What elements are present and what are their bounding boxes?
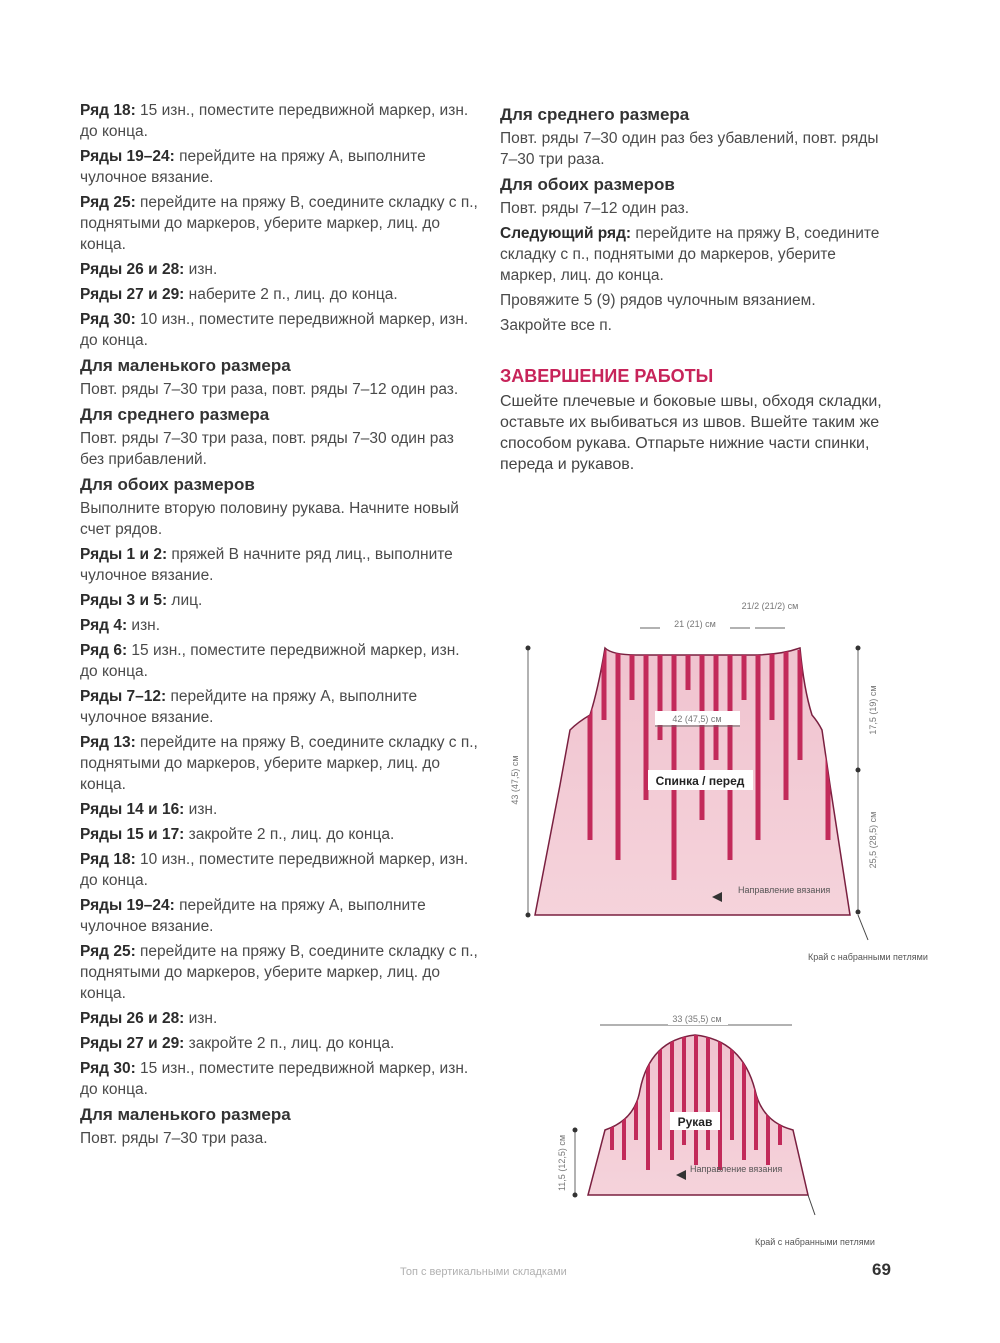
sleeve-width: 33 (35,5) см: [672, 1014, 722, 1024]
row-text: перейдите на пряжу А, выполните чулочное вязание.: [80, 148, 426, 186]
size-heading: Для маленького размера: [80, 1105, 291, 1124]
instruction-text: Закройте все п.: [500, 317, 612, 334]
instruction-text: Повт. ряды 7–30 три раза, повт. ряды 7–12 один раз.: [80, 381, 459, 398]
sleeve-edge-note: Край с набранными петлями: [755, 1237, 875, 1247]
instruction-text: Выполните вторую половину рукава. Начните новый счет рядов.: [80, 500, 459, 538]
row-label: Ряды 1 и 2:: [80, 546, 168, 563]
row-label: Ряд 6:: [80, 642, 128, 659]
row-text: перейдите на пряжу В, соедините складку с п., поднятыми до маркеров, уберите маркер, лиц. до конца.: [80, 194, 478, 253]
finishing-text: Сшейте плечевые и боковые швы, обходя складки, оставьте их выбиваться из швов. Вшейте таким же способом рукава. Отпарьте нижние части спинки, переда и рукавов.: [500, 393, 882, 473]
chest-width: 42 (47,5) см: [672, 714, 722, 724]
row-label: Ряды 14 и 16:: [80, 801, 185, 818]
instruction-text: Провяжите 5 (9) рядов чулочным вязанием.: [500, 292, 816, 309]
row-label: Ряды 7–12:: [80, 688, 167, 705]
row-label: Ряд 13:: [80, 734, 136, 751]
row-text: 15 изн., поместите передвижной маркер, изн. до конца.: [80, 102, 469, 140]
size-heading: Для обоих размеров: [80, 475, 255, 494]
row-text: перейдите на пряжу В, соедините складку с п., поднятыми до маркеров, уберите маркер, лиц. до конца.: [500, 225, 880, 284]
row-text: лиц.: [167, 592, 203, 609]
neck-width: 21 (21) см: [674, 619, 716, 629]
row-label: Ряды 19–24:: [80, 148, 175, 165]
row-label: Ряды 27 и 29:: [80, 286, 185, 303]
row-text: закройте 2 п., лиц. до конца.: [184, 1035, 395, 1052]
sleeve-direction-note: Направление вязания: [690, 1164, 783, 1174]
body-label: Спинка / перед: [655, 774, 745, 788]
row-label: Ряд 30:: [80, 311, 136, 328]
instruction-text: Повт. ряды 7–12 один раз.: [500, 200, 690, 217]
row-label: Ряды 26 и 28:: [80, 1010, 185, 1027]
row-text: 10 изн., поместите передвижной маркер, изн. до конца.: [80, 311, 469, 349]
row-text: перейдите на пряжу А, выполните чулочное вязание.: [80, 688, 418, 726]
shoulder-width: 21/2 (21/2) см: [741, 601, 799, 611]
total-length: 43 (47,5) см: [510, 755, 520, 805]
footer-caption: Топ с вертикальными складками: [400, 1266, 567, 1278]
size-heading: Для среднего размера: [80, 405, 270, 424]
row-label: Ряд 18:: [80, 851, 136, 868]
size-heading: Для среднего размера: [500, 105, 690, 124]
side-height: 25,5 (28,5) см: [868, 811, 878, 869]
row-text: перейдите на пряжу А, выполните чулочное вязание.: [80, 897, 426, 935]
instruction-text: Повт. ряды 7–30 три раза.: [80, 1130, 268, 1147]
row-text: 15 изн., поместите передвижной маркер, изн. до конца.: [80, 1060, 469, 1098]
sleeve-label: Рукав: [677, 1115, 713, 1129]
instruction-text: Повт. ряды 7–30 один раз без убавлений, повт. ряды 7–30 три раза.: [500, 130, 879, 168]
row-text: 15 изн., поместите передвижной маркер, изн. до конца.: [80, 642, 460, 680]
row-label: Ряды 3 и 5:: [80, 592, 168, 609]
armhole-height: 17,5 (19) см: [868, 685, 878, 735]
row-text: наберите 2 п., лиц. до конца.: [184, 286, 398, 303]
row-label: Ряд 25:: [80, 194, 136, 211]
size-heading: Для обоих размеров: [500, 175, 675, 194]
sleeve-height: 11,5 (12,5) см: [557, 1134, 567, 1192]
row-label: Следующий ряд:: [500, 225, 632, 242]
row-label: Ряд 25:: [80, 943, 136, 960]
row-text: изн.: [184, 801, 218, 818]
finishing-title: ЗАВЕРШЕНИЕ РАБОТЫ: [500, 366, 714, 386]
row-text: перейдите на пряжу В, соедините складку с п., поднятыми до маркеров, уберите маркер, лиц. до конца.: [80, 734, 478, 793]
row-text: закройте 2 п., лиц. до конца.: [184, 826, 395, 843]
row-text: изн.: [184, 1010, 218, 1027]
row-text: 10 изн., поместите передвижной маркер, изн. до конца.: [80, 851, 469, 889]
row-label: Ряды 27 и 29:: [80, 1035, 185, 1052]
row-label: Ряд 30:: [80, 1060, 136, 1077]
row-label: Ряд 4:: [80, 617, 128, 634]
body-edge-note: Край с набранными петлями: [808, 952, 928, 962]
row-label: Ряд 18:: [80, 102, 136, 119]
row-text: изн.: [127, 617, 161, 634]
row-label: Ряды 19–24:: [80, 897, 175, 914]
size-heading: Для маленького размера: [80, 356, 291, 375]
page-number: 69: [872, 1260, 891, 1279]
row-label: Ряды 26 и 28:: [80, 261, 185, 278]
row-label: Ряды 15 и 17:: [80, 826, 185, 843]
body-direction-note: Направление вязания: [738, 885, 831, 895]
row-text: перейдите на пряжу В, соедините складку с п., поднятыми до маркеров, уберите маркер, лиц. до конца.: [80, 943, 478, 1002]
row-text: изн.: [184, 261, 218, 278]
instruction-text: Повт. ряды 7–30 три раза, повт. ряды 7–30 один раз без прибавлений.: [80, 430, 454, 468]
row-text: пряжей В начните ряд лиц., выполните чулочное вязание.: [80, 546, 453, 584]
